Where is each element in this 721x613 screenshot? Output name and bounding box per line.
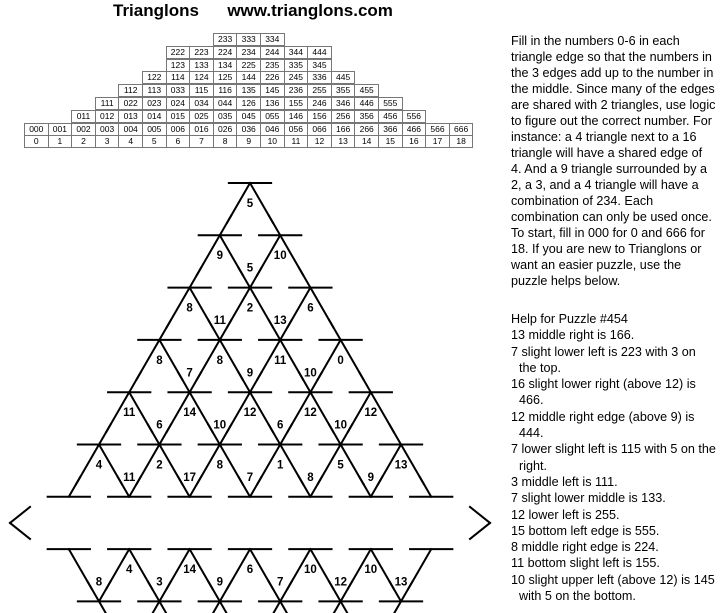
triangle-number[interactable]: 8 xyxy=(95,576,103,589)
hint-item: 12 middle right edge (above 9) is 444. xyxy=(511,409,695,441)
combination-cell: 555 xyxy=(378,97,403,110)
triangle-number[interactable]: 10 xyxy=(364,563,378,576)
grid-edge xyxy=(220,215,231,235)
combination-cell: 111 xyxy=(95,97,120,110)
triangle-number[interactable]: 10 xyxy=(334,419,347,432)
triangle-number[interactable]: 7 xyxy=(186,367,193,380)
triangle-number[interactable]: 5 xyxy=(246,197,254,210)
triangle-number[interactable]: 9 xyxy=(216,576,224,589)
combination-cell: 333 xyxy=(236,33,261,46)
grid-edge xyxy=(129,372,140,392)
combination-cell: 014 xyxy=(142,110,167,123)
triangle-number[interactable]: 12 xyxy=(364,407,378,420)
sum-cell: 0 xyxy=(24,135,49,148)
combination-cell: 455 xyxy=(354,84,379,97)
triangle-number[interactable]: 5 xyxy=(246,262,254,275)
triangle-number[interactable]: 13 xyxy=(273,315,287,328)
combination-cell: 024 xyxy=(166,97,191,110)
triangle-number[interactable]: 4 xyxy=(125,563,133,576)
triangle-number[interactable]: 7 xyxy=(246,471,254,484)
combination-cell: 356 xyxy=(354,110,379,123)
combination-cell: 456 xyxy=(378,110,403,123)
instructions-text: Fill in the numbers 0-6 in each triangle edge so that the numbers in the 3 edges add up to the number in the middle. Since many of the edges are shared with 2 triangles, use logic to figure out the correct number. For instance: a 4 triangle next to a 16 triangle will have a shared edge of 4. And a 9 triangle surrounded by a 2, a 3, and a 4 triangle will have a combination of 234. Each combination can only be used once. To start, fill in 000 for 0 and 666 for 18. If you are new to Trianglons or want an easier puzzle, use the puzzle helps below. xyxy=(511,34,716,288)
triangle-number[interactable]: 12 xyxy=(243,407,257,420)
combination-cell: 025 xyxy=(189,110,214,123)
combination-cell: 345 xyxy=(307,59,332,72)
combination-cell: 115 xyxy=(189,84,214,97)
triangle-number[interactable]: 6 xyxy=(276,419,284,432)
combination-cell: 244 xyxy=(260,46,285,59)
hint-item: 13 middle right is 166. xyxy=(511,328,635,343)
triangle-number[interactable]: 8 xyxy=(307,471,314,484)
sum-cell: 6 xyxy=(166,135,191,148)
grid-edge xyxy=(10,507,30,523)
grid-edge xyxy=(470,507,490,523)
combination-cell: 235 xyxy=(260,59,285,72)
triangle-number[interactable]: 9 xyxy=(367,471,375,484)
combination-cell: 236 xyxy=(284,84,309,97)
combination-cell: 044 xyxy=(213,97,238,110)
hint-item: 12 lower left is 255. xyxy=(511,507,620,522)
triangle-number[interactable]: 9 xyxy=(216,250,224,263)
sum-cell: 9 xyxy=(236,135,261,148)
combination-cell: 116 xyxy=(213,84,238,97)
combination-cell: 226 xyxy=(260,71,285,84)
sum-cell: 2 xyxy=(71,135,96,148)
combination-cell: 223 xyxy=(189,46,214,59)
triangle-number[interactable]: 12 xyxy=(334,576,347,589)
grid-edge xyxy=(329,320,340,340)
grid-edge xyxy=(420,477,431,497)
combination-cell: 336 xyxy=(307,71,332,84)
combination-cell: 144 xyxy=(236,71,261,84)
combination-cell: 046 xyxy=(260,123,285,136)
sum-cell: 18 xyxy=(449,135,474,148)
combination-cell: 335 xyxy=(284,59,309,72)
combination-cell: 026 xyxy=(213,123,238,136)
triangle-number[interactable]: 9 xyxy=(246,367,254,380)
triangle-number[interactable]: 0 xyxy=(337,354,344,367)
sum-cell: 4 xyxy=(118,135,143,148)
combination-cell: 036 xyxy=(236,123,261,136)
combination-cell: 055 xyxy=(260,110,285,123)
sum-cell: 8 xyxy=(213,135,238,148)
triangle-number[interactable]: 11 xyxy=(123,407,136,420)
combination-cell: 126 xyxy=(236,97,261,110)
combination-cell: 022 xyxy=(118,97,143,110)
combination-cell: 233 xyxy=(213,33,238,46)
triangle-number[interactable]: 6 xyxy=(307,302,314,315)
combination-cell: 006 xyxy=(166,123,191,136)
triangle-number[interactable]: 14 xyxy=(183,407,196,420)
combination-cell: 023 xyxy=(142,97,167,110)
combination-cell: 004 xyxy=(118,123,143,136)
grid-edge xyxy=(269,215,280,235)
triangle-number[interactable]: 6 xyxy=(246,563,254,576)
combination-cell: 133 xyxy=(189,59,214,72)
help-panel xyxy=(511,311,716,604)
grid-edge xyxy=(220,601,243,613)
triangle-number[interactable]: 13 xyxy=(394,576,408,589)
grid-edge xyxy=(359,372,370,392)
grid-edge xyxy=(378,601,401,613)
triangle-number[interactable]: 1 xyxy=(276,459,284,472)
grid-edge xyxy=(257,601,280,613)
combination-cell: 366 xyxy=(378,123,403,136)
combination-cell: 056 xyxy=(284,123,309,136)
site-url: www.trianglons.com xyxy=(227,1,393,20)
combination-cell: 000 xyxy=(24,123,49,136)
combination-cell: 246 xyxy=(307,97,332,110)
combination-cell: 334 xyxy=(260,33,285,46)
combination-cell: 113 xyxy=(142,84,167,97)
sum-cell: 7 xyxy=(189,135,214,148)
sum-cell: 15 xyxy=(378,135,403,148)
combination-cell: 245 xyxy=(284,71,309,84)
triangle-number[interactable]: 8 xyxy=(186,302,193,315)
combination-cell: 124 xyxy=(189,71,214,84)
hint-list xyxy=(511,327,716,604)
triangle-number[interactable]: 13 xyxy=(394,459,408,472)
triangle-number[interactable]: 8 xyxy=(216,354,224,367)
grid-edge xyxy=(190,268,201,288)
combination-cell: 256 xyxy=(331,110,356,123)
grid-edge xyxy=(99,425,110,445)
combination-cell: 125 xyxy=(213,71,238,84)
combination-cell: 222 xyxy=(166,46,191,59)
grid-edge xyxy=(280,601,303,613)
triangle-number[interactable]: 17 xyxy=(183,471,196,484)
combination-cell: 566 xyxy=(425,123,450,136)
combination-cell: 266 xyxy=(354,123,379,136)
triangle-number[interactable]: 6 xyxy=(156,419,163,432)
grid-edge xyxy=(197,601,220,613)
hint-item: 7 slight lower left is 223 with 3 on the top. xyxy=(511,344,696,375)
hint-item: 15 bottom left edge is 555. xyxy=(511,523,660,538)
triangle-number[interactable]: 3 xyxy=(156,576,163,589)
combination-cell: 136 xyxy=(260,97,285,110)
combination-cell: 005 xyxy=(142,123,167,136)
combination-cell: 033 xyxy=(166,84,191,97)
combination-cell: 016 xyxy=(189,123,214,136)
combination-cell: 003 xyxy=(95,123,120,136)
combination-cell: 045 xyxy=(236,110,261,123)
grid-edge xyxy=(69,477,80,497)
combination-cell: 001 xyxy=(48,123,73,136)
combination-cell: 166 xyxy=(331,123,356,136)
combination-cell: 346 xyxy=(331,97,356,110)
grid-edge xyxy=(10,523,30,539)
triangle-number[interactable]: 11 xyxy=(274,354,287,367)
combination-cell: 135 xyxy=(236,84,261,97)
combination-cell: 034 xyxy=(189,97,214,110)
hint-item: 16 slight lower right (above 12) is 466. xyxy=(511,377,696,408)
hint-item: 10 slight upper left (above 12) is 145 with 5 on the bottom. xyxy=(511,572,715,604)
sum-cell: 13 xyxy=(331,135,356,148)
combination-cell: 255 xyxy=(307,84,332,97)
triangle-number[interactable]: 10 xyxy=(304,367,317,380)
triangle-number[interactable]: 10 xyxy=(304,563,317,576)
combination-cell: 156 xyxy=(307,110,332,123)
help-title: Help for Puzzle #454 xyxy=(511,312,628,326)
hint-item: 11 bottom slight left is 155. xyxy=(511,556,660,571)
sum-cell: 11 xyxy=(284,135,309,148)
combination-cell: 466 xyxy=(402,123,427,136)
triangle-number[interactable]: 8 xyxy=(156,354,163,367)
triangle-number[interactable]: 10 xyxy=(273,250,287,263)
combination-cell: 234 xyxy=(236,46,261,59)
combination-cell: 066 xyxy=(307,123,332,136)
grid-edge xyxy=(341,601,364,613)
combination-cell: 145 xyxy=(260,84,285,97)
grid-edge xyxy=(159,601,182,613)
hint-item: 7 lower slight left is 115 with 5 on the right. xyxy=(511,442,716,473)
combination-cell: 146 xyxy=(284,110,309,123)
sum-cell: 16 xyxy=(402,135,427,148)
grid-edge xyxy=(136,601,159,613)
combination-cell: 225 xyxy=(236,59,261,72)
grid-edge xyxy=(470,523,490,539)
hint-item: 8 middle right edge is 224. xyxy=(511,540,659,555)
combination-cell: 112 xyxy=(118,84,143,97)
combination-cell: 134 xyxy=(213,59,238,72)
combination-cell: 446 xyxy=(354,97,379,110)
sum-cell: 10 xyxy=(260,135,285,148)
hint-item: 7 slight lower middle is 133. xyxy=(511,491,666,506)
grid-edge xyxy=(318,601,341,613)
triangle-number[interactable]: 11 xyxy=(123,471,136,484)
combination-cell: 011 xyxy=(71,110,96,123)
combination-cell: 224 xyxy=(213,46,238,59)
triangle-number[interactable]: 2 xyxy=(156,459,163,472)
combination-cell: 556 xyxy=(402,110,427,123)
combination-cell: 344 xyxy=(284,46,309,59)
combination-cell: 123 xyxy=(166,59,191,72)
sum-cell: 3 xyxy=(95,135,120,148)
grid-edge xyxy=(299,268,310,288)
combination-cell: 445 xyxy=(331,71,356,84)
triangle-number[interactable]: 14 xyxy=(183,563,196,576)
combination-cell: 355 xyxy=(331,84,356,97)
triangle-number[interactable]: 2 xyxy=(246,302,254,315)
combination-cell: 114 xyxy=(166,71,191,84)
combination-cell: 666 xyxy=(449,123,474,136)
sum-cell: 1 xyxy=(48,135,73,148)
grid-edge xyxy=(159,320,170,340)
triangle-number[interactable]: 5 xyxy=(337,459,344,472)
combination-cell: 035 xyxy=(213,110,238,123)
triangle-number[interactable]: 11 xyxy=(213,315,226,328)
combination-cell: 155 xyxy=(284,97,309,110)
sum-cell: 5 xyxy=(142,135,167,148)
grid-edge xyxy=(99,601,122,613)
combination-cell: 015 xyxy=(166,110,191,123)
triangle-number[interactable]: 12 xyxy=(304,407,317,420)
triangle-number[interactable]: 4 xyxy=(95,459,103,472)
combination-cell: 444 xyxy=(307,46,332,59)
triangle-number[interactable]: 7 xyxy=(276,576,284,589)
sum-cell: 17 xyxy=(425,135,450,148)
triangle-number[interactable]: 10 xyxy=(213,419,227,432)
combination-cell: 122 xyxy=(142,71,167,84)
triangle-number[interactable]: 8 xyxy=(216,459,224,472)
sum-cell: 12 xyxy=(307,135,332,148)
combination-cell: 002 xyxy=(71,123,96,136)
hint-item: 3 middle left is 111. xyxy=(511,474,618,489)
grid-edge xyxy=(390,425,401,445)
sum-cell: 14 xyxy=(354,135,379,148)
combination-cell: 012 xyxy=(95,110,120,123)
combination-cell: 013 xyxy=(118,110,143,123)
brand-title: Trianglons xyxy=(113,1,199,20)
